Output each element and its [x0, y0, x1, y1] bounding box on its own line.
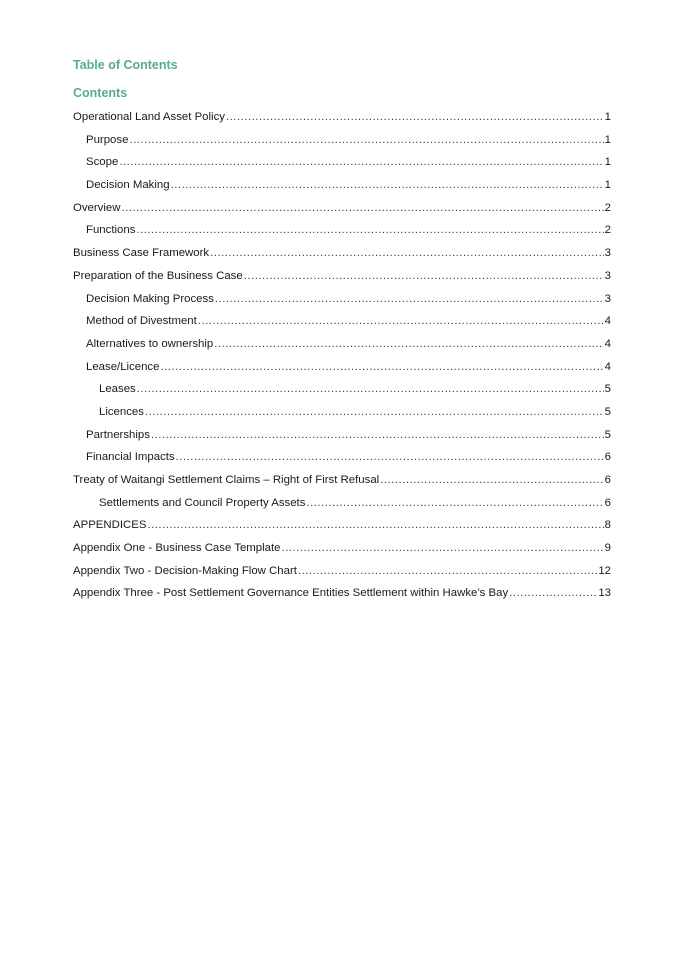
toc-entry-preparation-of-business-case[interactable]	[73, 268, 611, 291]
toc-dot-leader	[215, 291, 604, 307]
toc-entry-business-case-framework[interactable]	[73, 245, 611, 268]
toc-entry-lease-licence[interactable]	[73, 359, 611, 382]
toc-entry-title: Partnerships	[86, 428, 150, 441]
toc-dot-leader	[298, 563, 597, 579]
toc-entry-title: APPENDICES	[73, 519, 147, 532]
toc-entry-title: Business Case Framework	[73, 247, 210, 260]
toc-page-number: 9	[604, 542, 611, 555]
toc-entry-financial-impacts[interactable]	[73, 449, 611, 472]
toc-entry-title: Purpose	[86, 133, 129, 146]
toc-entry-title: Functions	[86, 224, 136, 237]
toc-page-number: 1	[604, 111, 611, 123]
toc-page-number: 1	[604, 133, 611, 146]
toc-entry-overview[interactable]	[73, 200, 611, 223]
toc-entry-appendix-one[interactable]	[73, 540, 611, 563]
toc-entry-appendix-two[interactable]	[73, 563, 611, 586]
toc-entry-title: Lease/Licence	[86, 360, 160, 373]
toc-page-number: 4	[604, 337, 611, 350]
toc-page-number: 4	[604, 315, 611, 328]
toc-dot-leader	[160, 359, 603, 375]
toc-dot-leader	[137, 381, 604, 397]
toc-entry-title: Licences	[99, 405, 144, 418]
toc-dot-leader	[226, 109, 604, 125]
toc-entry-functions[interactable]	[73, 222, 611, 245]
toc-page-number: 3	[604, 247, 611, 260]
toc-page-number: 12	[598, 564, 611, 577]
toc-entry-title: Treaty of Waitangi Settlement Claims – Right of First Refusal	[73, 474, 380, 486]
toc-entry-alternatives-to-ownership[interactable]	[73, 336, 611, 359]
toc-entry-title: Decision Making	[86, 179, 170, 192]
toc-page-number: 2	[604, 224, 611, 237]
toc-entry-appendices[interactable]	[73, 517, 611, 540]
toc-dot-leader	[171, 177, 604, 193]
toc-entry-title: Scope	[86, 156, 119, 169]
toc-list	[73, 109, 611, 608]
toc-page-number: 6	[604, 451, 611, 464]
toc-page-number: 8	[604, 519, 611, 532]
toc-dot-leader	[151, 427, 604, 443]
toc-entry-title: Settlements and Council Property Assets	[99, 496, 306, 509]
toc-entry-title: Alternatives to ownership	[86, 337, 214, 350]
table-of-contents-heading: Table of Contents	[73, 58, 178, 72]
toc-dot-leader	[210, 245, 604, 261]
toc-entry-partnerships[interactable]	[73, 427, 611, 450]
toc-dot-leader	[380, 472, 603, 488]
toc-entry-title: Appendix Two - Decision-Making Flow Chart	[73, 564, 297, 577]
toc-dot-leader	[119, 154, 603, 170]
toc-dot-leader	[147, 517, 603, 533]
toc-page-number: 4	[604, 360, 611, 373]
toc-dot-leader	[145, 404, 604, 420]
toc-entry-method-of-divestment[interactable]	[73, 313, 611, 336]
toc-entry-title: Operational Land Asset Policy	[73, 111, 225, 123]
toc-dot-leader	[214, 336, 603, 352]
toc-entry-settlements-and-council-property[interactable]	[73, 495, 611, 518]
toc-entry-purpose[interactable]	[73, 132, 611, 155]
toc-entry-licences[interactable]	[73, 404, 611, 427]
toc-page-number: 1	[604, 179, 611, 192]
toc-dot-leader	[176, 449, 604, 465]
toc-entry-appendix-three[interactable]	[73, 585, 611, 608]
contents-heading: Contents	[73, 86, 128, 100]
toc-page-number: 6	[604, 474, 611, 486]
toc-entry-title: Appendix One - Business Case Template	[73, 542, 281, 555]
toc-page-number: 1	[604, 156, 611, 169]
toc-entry-title: Method of Divestment	[86, 315, 197, 328]
toc-page-number: 6	[604, 496, 611, 509]
toc-entry-scope[interactable]	[73, 154, 611, 177]
toc-dot-leader	[136, 222, 603, 238]
toc-page-number: 5	[604, 405, 611, 418]
toc-page-number: 13	[598, 587, 611, 600]
toc-entry-title: Financial Impacts	[86, 451, 175, 464]
toc-dot-leader	[129, 132, 603, 148]
toc-entry-treaty-of-waitangi[interactable]	[73, 472, 611, 495]
toc-entry-decision-making[interactable]	[73, 177, 611, 200]
toc-dot-leader	[198, 313, 604, 329]
toc-entry-title: Appendix Three - Post Settlement Governance Entities Settlement within Hawke’s Bay	[73, 587, 509, 600]
toc-entry-title: Leases	[99, 383, 136, 396]
toc-page-number: 3	[604, 269, 611, 282]
toc-page-number: 5	[604, 428, 611, 441]
toc-entry-title: Preparation of the Business Case	[73, 269, 243, 282]
toc-dot-leader	[121, 200, 603, 216]
toc-dot-leader	[281, 540, 603, 556]
toc-page-number: 5	[604, 383, 611, 396]
toc-dot-leader	[509, 585, 597, 601]
toc-entry-title: Decision Making Process	[86, 292, 214, 305]
toc-dot-leader	[306, 495, 603, 511]
toc-entry-title: Overview	[73, 201, 121, 214]
toc-dot-leader	[244, 268, 604, 284]
toc-entry-leases[interactable]	[73, 381, 611, 404]
toc-page-number: 2	[604, 201, 611, 214]
toc-page-number: 3	[604, 292, 611, 305]
toc-entry-operational-land-asset-policy[interactable]	[73, 109, 611, 132]
toc-entry-decision-making-process[interactable]	[73, 291, 611, 314]
